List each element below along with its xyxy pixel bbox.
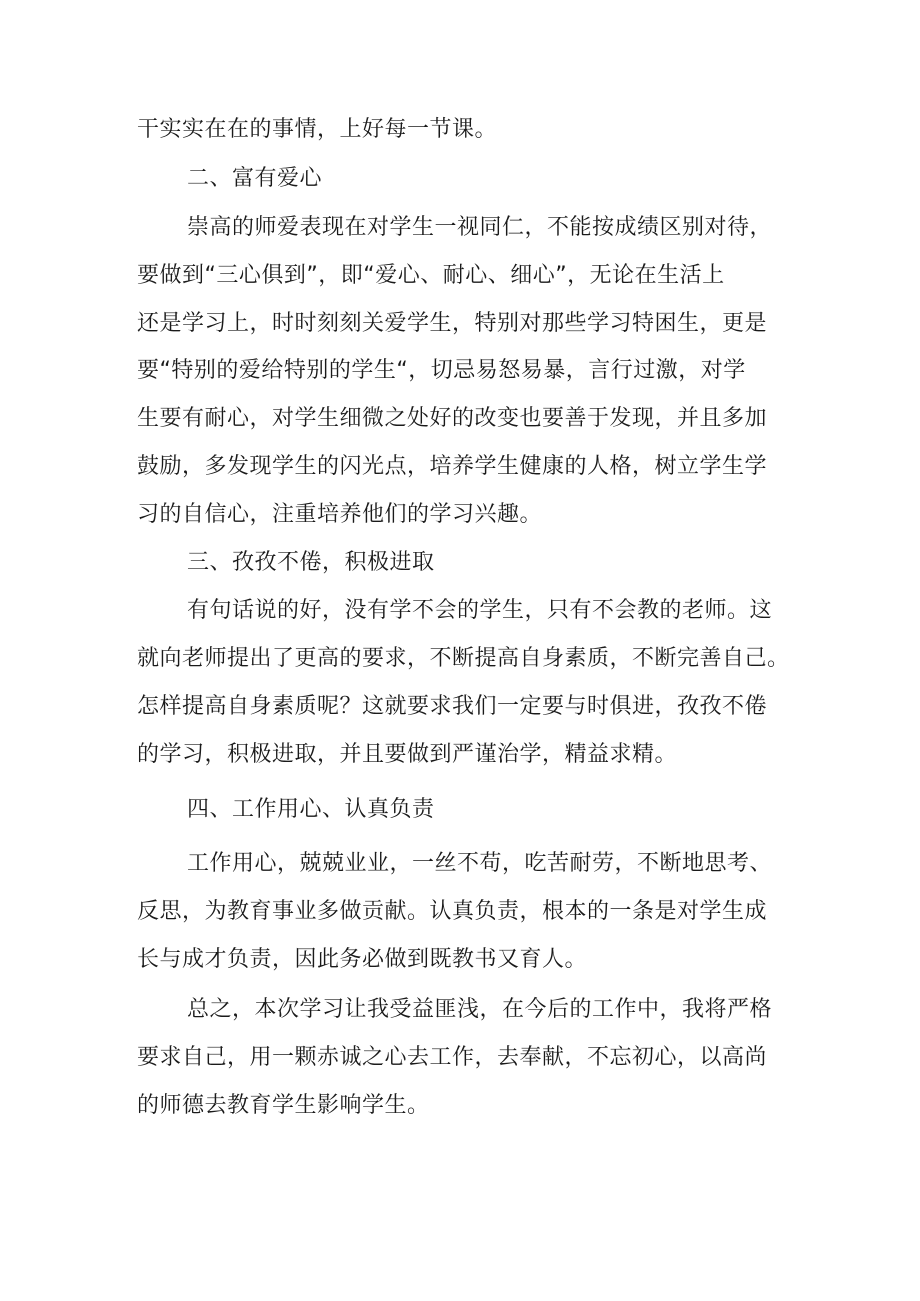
text-line: 生要有耐心，对学生细微之处好的改变也要善于发现，并且多加	[137, 406, 768, 431]
section-heading: 三、孜孜不倦，积极进取	[187, 550, 435, 575]
section-heading: 二、富有爱心	[187, 166, 323, 191]
text-line: 还是学习上，时时刻刻关爱学生，特别对那些学习特困生，更是	[137, 311, 768, 336]
section-heading: 四、工作用心、认真负责	[187, 797, 435, 822]
text-line: 就向老师提出了更高的要求，不断提高自身素质，不断完善自己。	[137, 646, 790, 671]
text-line: 长与成才负责，因此务必做到既教书又育人。	[137, 947, 588, 972]
text-line: 要“特别的爱给特别的学生“，切忌易怒易暴，言行过激，对学	[137, 358, 746, 383]
text-line: 总之，本次学习让我受益匪浅，在今后的工作中，我将严格	[187, 997, 773, 1022]
text-line: 习的自信心，注重培养他们的学习兴趣。	[137, 502, 543, 527]
text-line: 怎样提高自身素质呢？这就要求我们一定要与时俱进，孜孜不倦	[137, 694, 768, 719]
text-line: 要求自己，用一颗赤诚之心去工作，去奉献，不忘初心，以高尚	[137, 1045, 768, 1070]
text-line: 要做到“三心俱到”，即“爱心、耐心、细心”，无论在生活上	[137, 263, 725, 288]
text-line: 鼓励，多发现学生的闪光点，培养学生健康的人格，树立学生学	[137, 454, 768, 479]
text-line: 的学习，积极进取，并且要做到严谨治学，精益求精。	[137, 742, 678, 767]
text-line: 反思，为教育事业多做贡献。认真负责，根本的一条是对学生成	[137, 899, 768, 924]
text-line: 工作用心，兢兢业业，一丝不苟，吃苦耐劳，不断地思考、	[187, 851, 773, 876]
text-line: 干实实在在的事情，上好每一节课。	[137, 117, 498, 142]
text-line: 的师德去教育学生影响学生。	[137, 1093, 430, 1118]
text-line: 有句话说的好，没有学不会的学生，只有不会教的老师。这	[187, 598, 773, 623]
text-line: 崇高的师爱表现在对学生一视同仁，不能按成绩区别对待，	[187, 215, 773, 240]
